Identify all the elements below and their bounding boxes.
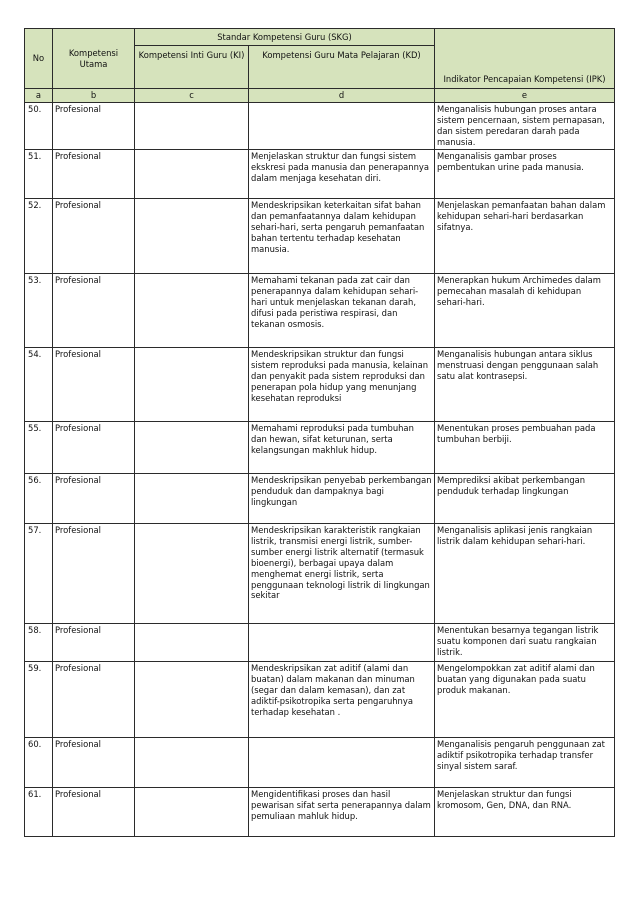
row-ipk: Menjelaskan pemanfaatan bahan dalam kehidupan sehari-hari berdasarkan sifatnya. (435, 199, 615, 274)
table-row (25, 474, 615, 524)
row-number: 57. (25, 524, 53, 624)
header-letter-e: e (435, 89, 615, 103)
row-number: 52. (25, 199, 53, 274)
row-ki (135, 199, 249, 274)
competency-table (24, 28, 615, 837)
row-number: 50. (25, 103, 53, 150)
table-row (25, 103, 615, 150)
row-ki (135, 348, 249, 422)
row-kompetensi-utama: Profesional (53, 474, 135, 524)
table-row (25, 624, 615, 662)
row-ipk: Menganalisis pengaruh penggunaan zat adiktif psikotropika terhadap transfer sinyal sistem saraf. (435, 738, 615, 788)
row-kompetensi-utama: Profesional (53, 348, 135, 422)
row-kompetensi-utama: Profesional (53, 788, 135, 837)
row-kd: Memahami tekanan pada zat cair dan penerapannya dalam kehidupan sehari-hari untuk menjelaskan tekanan darah, difusi pada peristiwa respirasi, dan tekanan osmosis. (249, 274, 435, 348)
row-ipk: Menentukan proses pembuahan pada tumbuhan berbiji. (435, 422, 615, 474)
row-ipk: Menganalisis hubungan antara siklus menstruasi dengan penggunaan salah satu alat kontrasepsi. (435, 348, 615, 422)
row-kd: Mendeskripsikan karakteristik rangkaian listrik, transmisi energi listrik, sumber-sumber energi listrik alternatif (termasuk bioenergi), berbagai upaya dalam menghemat energi listrik, serta penggunaan teknologi listrik di lingkungan sekitar (249, 524, 435, 624)
row-ki (135, 474, 249, 524)
header-skg: Standar Kompetensi Guru (SKG) (135, 29, 435, 46)
row-kd: Mendeskripsikan struktur dan fungsi sistem reproduksi pada manusia, kelainan dan penyakit pada sistem reproduksi dan penerapan pola hidup yang menunjang kesehatan reproduksi (249, 348, 435, 422)
row-kompetensi-utama: Profesional (53, 274, 135, 348)
row-kompetensi-utama: Profesional (53, 524, 135, 624)
row-kd: Mendeskripsikan penyebab perkembangan penduduk dan dampaknya bagi lingkungan (249, 474, 435, 524)
row-number: 56. (25, 474, 53, 524)
row-ipk: Menentukan besarnya tegangan listrik suatu komponen dari suatu rangkaian listrik. (435, 624, 615, 662)
row-ki (135, 422, 249, 474)
row-ki (135, 662, 249, 738)
row-kd: Memahami reproduksi pada tumbuhan dan hewan, sifat keturunan, serta kelangsungan makhluk hidup. (249, 422, 435, 474)
row-ipk: Menerapkan hukum Archimedes dalam pemecahan masalah di kehidupan sehari-hari. (435, 274, 615, 348)
row-ki (135, 738, 249, 788)
row-kd (249, 738, 435, 788)
row-kd (249, 103, 435, 150)
row-kompetensi-utama: Profesional (53, 150, 135, 199)
row-kompetensi-utama: Profesional (53, 624, 135, 662)
header-kompetensi-utama: Kompetensi Utama (53, 29, 135, 89)
header-ipk: Indikator Pencapaian Kompetensi (IPK) (435, 29, 615, 89)
row-kd: Menjelaskan struktur dan fungsi sistem ekskresi pada manusia dan penerapannya dalam menjaga kesehatan diri. (249, 150, 435, 199)
row-ipk: Memprediksi akibat perkembangan penduduk terhadap lingkungan (435, 474, 615, 524)
table-row (25, 199, 615, 274)
table-row (25, 738, 615, 788)
header-letter-c: c (135, 89, 249, 103)
row-ipk: Menganalisis hubungan proses antara sistem pencernaan, sistem pernapasan, dan sistem peredaran darah pada manusia. (435, 103, 615, 150)
table-row (25, 788, 615, 837)
row-kompetensi-utama: Profesional (53, 422, 135, 474)
row-kd (249, 624, 435, 662)
table-row (25, 274, 615, 348)
row-number: 53. (25, 274, 53, 348)
row-number: 61. (25, 788, 53, 837)
table-row (25, 422, 615, 474)
row-ki (135, 274, 249, 348)
row-ipk: Menganalisis gambar proses pembentukan urine pada manusia. (435, 150, 615, 199)
table-row (25, 662, 615, 738)
row-ki (135, 150, 249, 199)
row-kompetensi-utama: Profesional (53, 738, 135, 788)
header-letter-b: b (53, 89, 135, 103)
row-ipk: Menjelaskan struktur dan fungsi kromosom, Gen, DNA, dan RNA. (435, 788, 615, 837)
row-number: 51. (25, 150, 53, 199)
row-number: 60. (25, 738, 53, 788)
header-letter-d: d (249, 89, 435, 103)
row-ki (135, 624, 249, 662)
row-number: 55. (25, 422, 53, 474)
table-body (25, 103, 615, 837)
row-ki (135, 524, 249, 624)
table-header (25, 29, 615, 103)
row-number: 54. (25, 348, 53, 422)
row-kd: Mendeskripsikan zat aditif (alami dan buatan) dalam makanan dan minuman (segar dan dalam kemasan), dan zat adiktif-psikotropika serta pengaruhnya terhadap kesehatan . (249, 662, 435, 738)
header-kd: Kompetensi Guru Mata Pelajaran (KD) (249, 46, 435, 89)
header-no: No (25, 29, 53, 89)
table-row (25, 524, 615, 624)
header-letter-a: a (25, 89, 53, 103)
row-kd: Mendeskripsikan keterkaitan sifat bahan dan pemanfaatannya dalam kehidupan sehari-hari, serta pengaruh pemanfaatan bahan tertentu terhadap kesehatan manusia. (249, 199, 435, 274)
row-kompetensi-utama: Profesional (53, 662, 135, 738)
row-number: 59. (25, 662, 53, 738)
row-ki (135, 788, 249, 837)
header-ki: Kompetensi Inti Guru (KI) (135, 46, 249, 89)
row-kompetensi-utama: Profesional (53, 199, 135, 274)
row-kompetensi-utama: Profesional (53, 103, 135, 150)
row-kd: Mengidentifikasi proses dan hasil pewarisan sifat serta penerapannya dalam pemuliaan mahluk hidup. (249, 788, 435, 837)
row-ki (135, 103, 249, 150)
row-ipk: Mengelompokkan zat aditif alami dan buatan yang digunakan pada suatu produk makanan. (435, 662, 615, 738)
table-row (25, 150, 615, 199)
table-row (25, 348, 615, 422)
row-ipk: Menganalisis aplikasi jenis rangkaian listrik dalam kehidupan sehari-hari. (435, 524, 615, 624)
row-number: 58. (25, 624, 53, 662)
